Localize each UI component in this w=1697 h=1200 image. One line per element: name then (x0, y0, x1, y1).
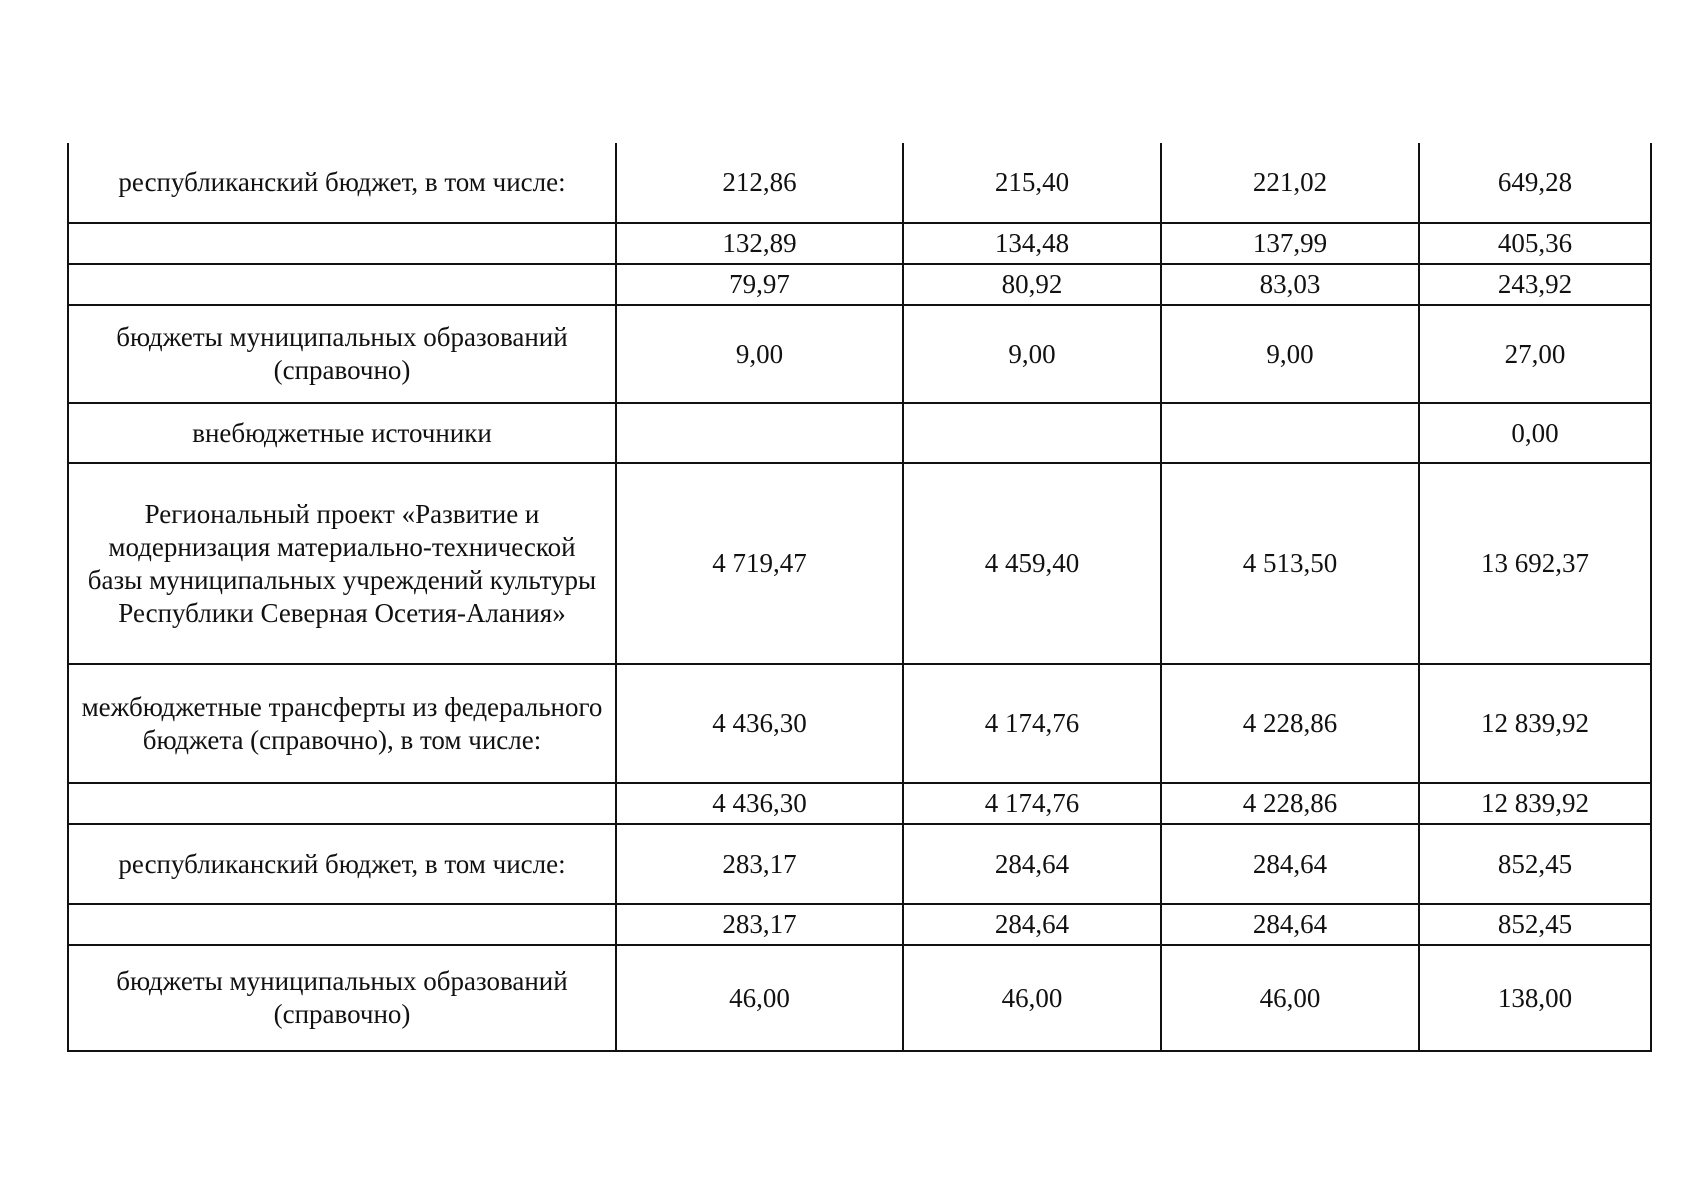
row-label: бюджеты муниципальных образований (справочно) (68, 945, 616, 1051)
total-value: 405,36 (1419, 223, 1651, 264)
total-value: 649,28 (1419, 143, 1651, 223)
year2-value: 46,00 (903, 945, 1161, 1051)
table-row (68, 904, 1651, 945)
total-value: 243,92 (1419, 264, 1651, 305)
table-row (68, 824, 1651, 904)
total-value: 852,45 (1419, 824, 1651, 904)
year1-value: 132,89 (616, 223, 903, 264)
total-value: 27,00 (1419, 305, 1651, 403)
table-row (68, 143, 1651, 223)
year1-value: 283,17 (616, 904, 903, 945)
year2-value: 284,64 (903, 904, 1161, 945)
total-value: 12 839,92 (1419, 664, 1651, 783)
table-row (68, 264, 1651, 305)
row-label (68, 223, 616, 264)
row-label (68, 904, 616, 945)
table-row (68, 223, 1651, 264)
year2-value: 4 174,76 (903, 783, 1161, 824)
year1-value (616, 403, 903, 463)
year3-value: 46,00 (1161, 945, 1419, 1051)
year3-value: 284,64 (1161, 904, 1419, 945)
row-label: бюджеты муниципальных образований (справочно) (68, 305, 616, 403)
year2-value: 80,92 (903, 264, 1161, 305)
year3-value: 4 228,86 (1161, 664, 1419, 783)
row-label (68, 783, 616, 824)
total-value: 0,00 (1419, 403, 1651, 463)
year3-value: 221,02 (1161, 143, 1419, 223)
table-row (68, 463, 1651, 664)
row-label: Региональный проект «Развитие и модернизация материально-технической базы муниципальных учреждений культуры Республики Северная Осетия-Алания» (68, 463, 616, 664)
total-value: 12 839,92 (1419, 783, 1651, 824)
year1-value: 4 436,30 (616, 783, 903, 824)
year3-value: 4 513,50 (1161, 463, 1419, 664)
year2-value: 215,40 (903, 143, 1161, 223)
table-row (68, 305, 1651, 403)
row-label: межбюджетные трансферты из федерального бюджета (справочно), в том числе: (68, 664, 616, 783)
total-value: 852,45 (1419, 904, 1651, 945)
year1-value: 283,17 (616, 824, 903, 904)
year3-value: 284,64 (1161, 824, 1419, 904)
year2-value: 4 174,76 (903, 664, 1161, 783)
year3-value: 4 228,86 (1161, 783, 1419, 824)
year1-value: 4 436,30 (616, 664, 903, 783)
year1-value: 212,86 (616, 143, 903, 223)
row-label: республиканский бюджет, в том числе: (68, 143, 616, 223)
table-row (68, 783, 1651, 824)
table-row (68, 945, 1651, 1051)
budget-table (67, 143, 1652, 1052)
row-label: республиканский бюджет, в том числе: (68, 824, 616, 904)
year2-value: 9,00 (903, 305, 1161, 403)
total-value: 13 692,37 (1419, 463, 1651, 664)
year3-value: 137,99 (1161, 223, 1419, 264)
year1-value: 79,97 (616, 264, 903, 305)
year1-value: 4 719,47 (616, 463, 903, 664)
year3-value: 9,00 (1161, 305, 1419, 403)
year3-value (1161, 403, 1419, 463)
total-value: 138,00 (1419, 945, 1651, 1051)
year2-value: 134,48 (903, 223, 1161, 264)
table-row (68, 664, 1651, 783)
year2-value (903, 403, 1161, 463)
year1-value: 46,00 (616, 945, 903, 1051)
year3-value: 83,03 (1161, 264, 1419, 305)
row-label: внебюджетные источники (68, 403, 616, 463)
year1-value: 9,00 (616, 305, 903, 403)
year2-value: 284,64 (903, 824, 1161, 904)
row-label (68, 264, 616, 305)
table-row (68, 403, 1651, 463)
year2-value: 4 459,40 (903, 463, 1161, 664)
